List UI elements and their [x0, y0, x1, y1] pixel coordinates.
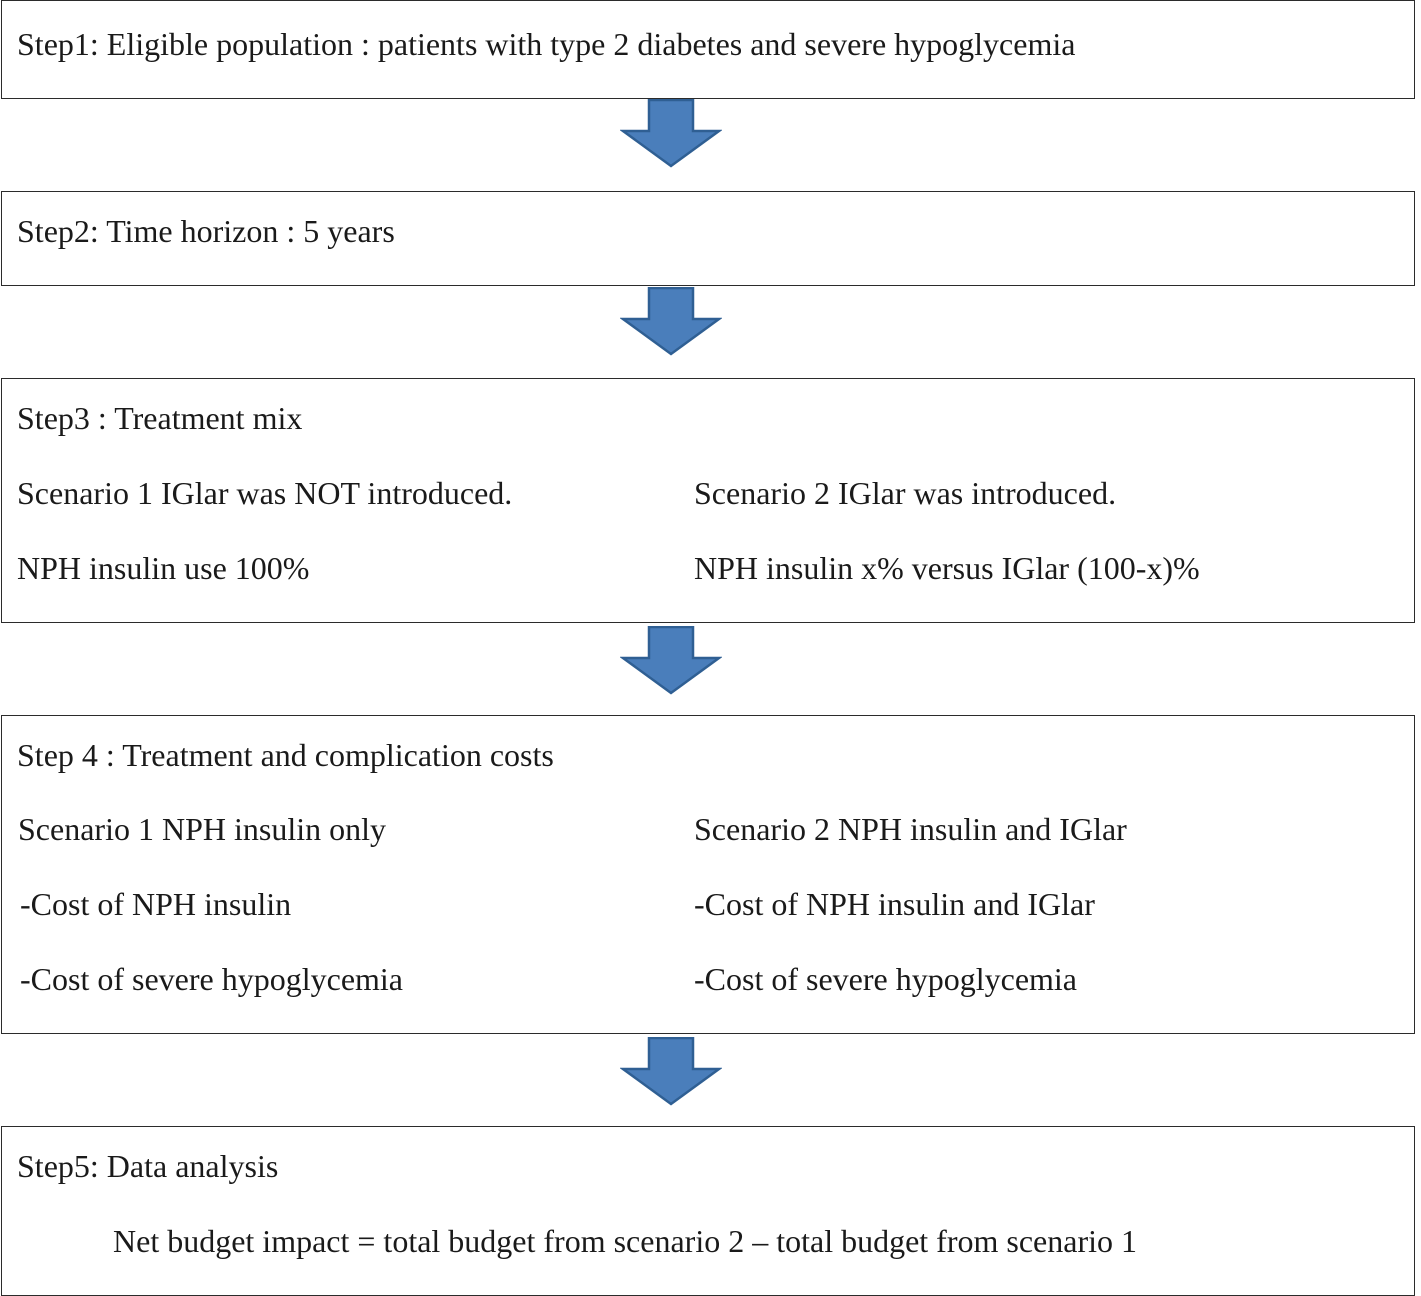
step4-title: Step 4 : Treatment and complication costs: [17, 737, 554, 773]
step4-scenario1-cost2: -Cost of severe hypoglycemia: [20, 961, 403, 997]
down-arrow-icon: [620, 99, 722, 169]
step5-box: [1, 1126, 1415, 1296]
step1-text: Step1: Eligible population : patients with type 2 diabetes and severe hypoglycemia: [17, 26, 1076, 62]
step3-scenario2-heading: Scenario 2 IGlar was introduced.: [694, 475, 1117, 511]
step3-title: Step3 : Treatment mix: [17, 400, 303, 436]
step1-box: [1, 0, 1415, 99]
step3-box: [1, 378, 1415, 623]
step4-scenario1-heading: Scenario 1 NPH insulin only: [18, 811, 386, 847]
down-arrow-icon: [620, 1037, 722, 1107]
down-arrow-icon: [620, 287, 722, 357]
step3-scenario1-heading: Scenario 1 IGlar was NOT introduced.: [17, 475, 513, 511]
step2-box: [1, 191, 1415, 286]
step4-scenario2-heading: Scenario 2 NPH insulin and IGlar: [694, 811, 1127, 847]
step5-title: Step5: Data analysis: [17, 1148, 279, 1184]
step4-scenario2-cost1: -Cost of NPH insulin and IGlar: [694, 886, 1095, 922]
step3-scenario2-detail: NPH insulin x% versus IGlar (100-x)%: [694, 550, 1200, 586]
down-arrow-icon: [620, 626, 722, 696]
step4-box: [1, 715, 1415, 1034]
step2-text: Step2: Time horizon : 5 years: [17, 213, 395, 249]
step5-formula: Net budget impact = total budget from scenario 2 – total budget from scenario 1: [113, 1223, 1137, 1259]
step3-scenario1-detail: NPH insulin use 100%: [17, 550, 310, 586]
step4-scenario1-cost1: -Cost of NPH insulin: [20, 886, 292, 922]
step4-scenario2-cost2: -Cost of severe hypoglycemia: [694, 961, 1077, 997]
